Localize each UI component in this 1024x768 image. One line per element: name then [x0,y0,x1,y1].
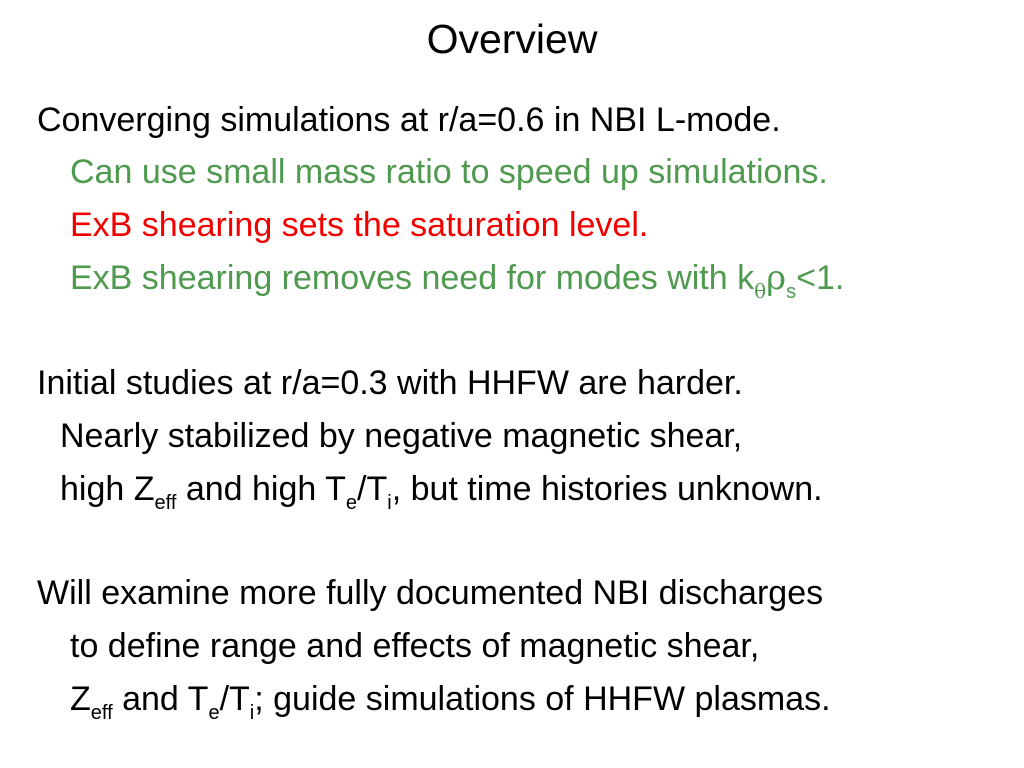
zeff3-text-b: and T [112,680,209,718]
i3-subscript: i [249,702,255,724]
slide-title: Overview [426,16,598,62]
e-subscript: e [345,492,358,514]
section3-line-range: to define range and effects of magnetic shear, [70,627,760,665]
zeff-text-a: high Z [60,470,155,508]
exb-modes-tail: <1. [796,259,845,297]
section2-line-zeff [60,469,823,514]
section1-point-exb-saturation: ExB shearing sets the saturation level. [70,206,649,244]
rho-symbol: ρ [766,258,787,298]
section1-point-exb-modes [70,258,845,303]
zeff-text-c: /T [357,470,388,508]
i-subscript: i [387,492,392,514]
zeff-text-b: and high T [176,470,346,508]
theta-subscript: θ [754,279,767,303]
eff-subscript: eff [154,492,177,514]
zeff-text-d: , but time histories unknown. [391,470,823,508]
zeff3-text-d: ; guide simulations of HHFW plasmas. [254,680,831,718]
section3-heading: Will examine more fully documented NBI discharges [37,574,824,612]
s-subscript: s [786,281,797,303]
e3-subscript: e [208,702,220,724]
section2-heading: Initial studies at r/a=0.3 with HHFW are harder. [37,364,743,402]
zeff3-text-c: /T [219,680,250,718]
zeff3-text-a: Z [70,680,91,718]
section2-line-stabilized: Nearly stabilized by negative magnetic shear, [60,417,743,455]
section1-point-mass-ratio: Can use small mass ratio to speed up simulations. [70,153,828,191]
section3-line-zeff [70,679,831,724]
eff3-subscript: eff [90,702,113,724]
exb-modes-text: ExB shearing removes need for modes with k [70,259,755,297]
section1-heading: Converging simulations at r/a=0.6 in NBI L-mode. [37,101,781,139]
